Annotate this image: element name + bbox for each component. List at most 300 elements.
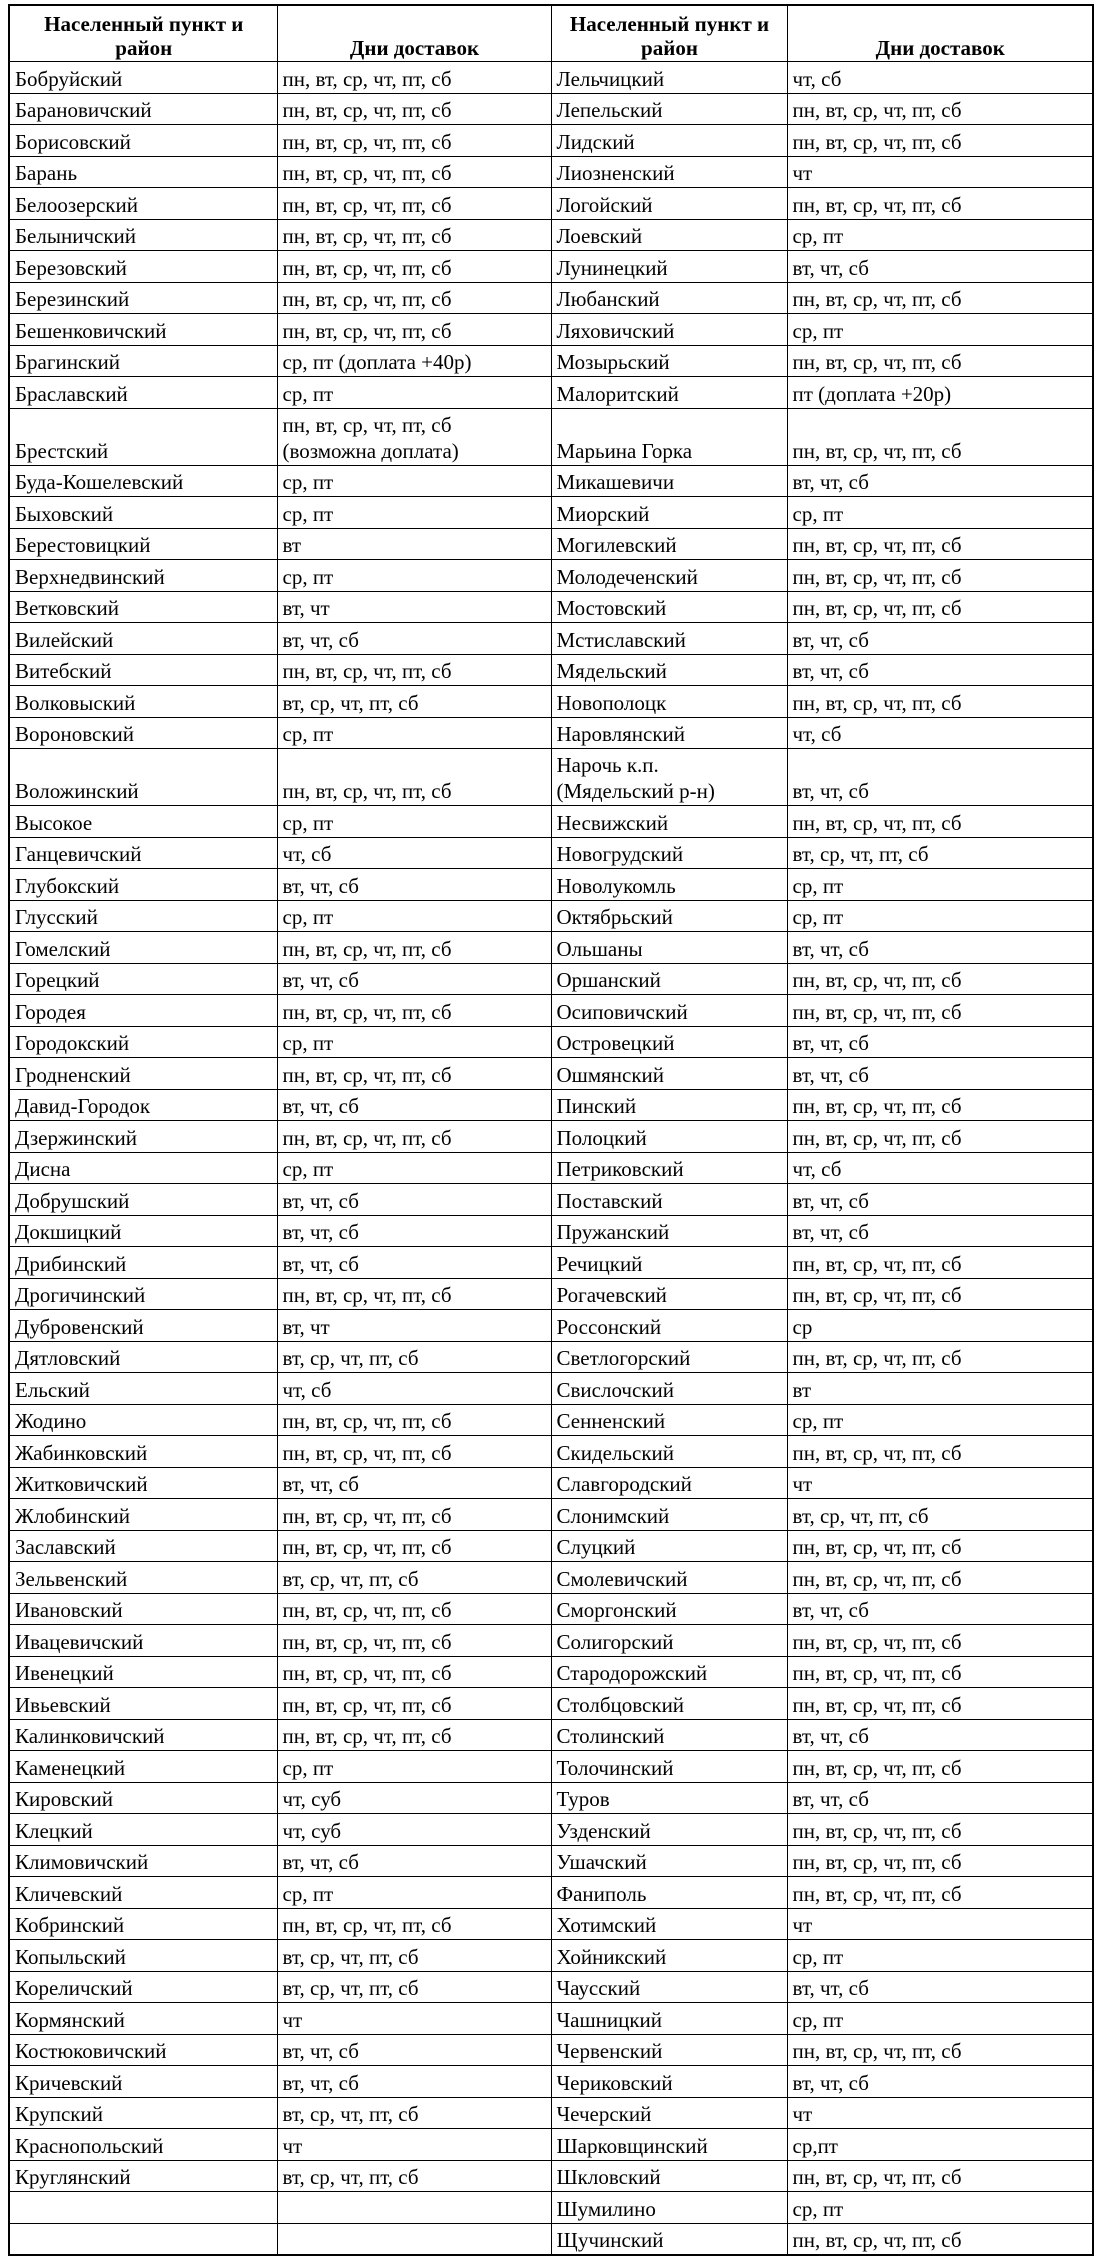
cell-delivery-days-right-text: пн, вт, ср, чт, пт, сб xyxy=(792,596,962,620)
cell-settlement-right-text: Солигорский xyxy=(556,1629,674,1654)
cell-delivery-days-left xyxy=(277,1310,551,1342)
cell-delivery-days-right xyxy=(787,560,1093,592)
cell-settlement-left-text: Бешенковичский xyxy=(15,318,167,343)
cell-delivery-days-right-text: пн, вт, ср, чт, пт, сб xyxy=(792,129,962,154)
cell-delivery-days-right-text: пн, вт, ср, чт, пт, сб xyxy=(792,1346,962,1370)
cell-settlement-left-text: Брестский xyxy=(15,438,109,463)
cell-settlement-right xyxy=(551,1467,787,1499)
cell-settlement-left xyxy=(9,1530,277,1562)
table-row xyxy=(9,1184,1093,1216)
cell-settlement-right xyxy=(551,345,787,377)
cell-delivery-days-right xyxy=(787,1814,1093,1846)
cell-delivery-days-left xyxy=(277,1625,551,1657)
cell-settlement-right xyxy=(551,869,787,901)
cell-delivery-days-left xyxy=(277,1215,551,1247)
cell-settlement-left xyxy=(9,251,277,283)
cell-delivery-days-right-text: вт, чт, сб xyxy=(792,659,869,683)
cell-delivery-days-left-text: пн, вт, ср, чт, пт, сб xyxy=(282,1724,452,1748)
cell-delivery-days-right xyxy=(787,2066,1093,2098)
cell-settlement-right xyxy=(551,1373,787,1405)
cell-settlement-left xyxy=(9,869,277,901)
cell-delivery-days-left-text: ср, пт xyxy=(282,905,334,929)
cell-settlement-right-text: Туров xyxy=(556,1787,610,1811)
cell-delivery-days-right-text: пн, вт, ср, чт, пт, сб xyxy=(792,287,962,311)
cell-settlement-right-text: Ольшаны xyxy=(556,936,643,961)
table-row xyxy=(9,2034,1093,2066)
cell-delivery-days-left xyxy=(277,837,551,869)
cell-delivery-days-right xyxy=(787,1404,1093,1436)
cell-delivery-days-right-text: пн, вт, ср, чт, пт, сб xyxy=(792,2228,962,2252)
cell-settlement-left-text: Каменецкий xyxy=(15,1755,126,1780)
cell-delivery-days-left xyxy=(277,2097,551,2129)
cell-delivery-days-right xyxy=(787,251,1093,283)
cell-delivery-days-right-text: вт, чт, сб xyxy=(792,1787,869,1811)
cell-settlement-right xyxy=(551,1530,787,1562)
cell-settlement-right xyxy=(551,1562,787,1594)
cell-settlement-left xyxy=(9,654,277,686)
cell-settlement-right-text: Новополоцк xyxy=(556,690,667,715)
table-row xyxy=(9,2003,1093,2035)
cell-settlement-left xyxy=(9,1688,277,1720)
cell-delivery-days-left xyxy=(277,125,551,157)
cell-settlement-right-text: Пинский xyxy=(556,1094,637,1118)
cell-settlement-left-text: Жодино xyxy=(15,1409,87,1433)
cell-delivery-days-right xyxy=(787,654,1093,686)
table-row xyxy=(9,806,1093,838)
cell-settlement-right-text: Несвижский xyxy=(556,810,669,835)
table-row xyxy=(9,2192,1093,2224)
cell-settlement-left xyxy=(9,2066,277,2098)
cell-delivery-days-left xyxy=(277,219,551,251)
cell-delivery-days-left xyxy=(277,932,551,964)
cell-delivery-days-left-text: вт, чт, сб xyxy=(282,2070,359,2095)
cell-settlement-right xyxy=(551,1719,787,1751)
cell-delivery-days-left xyxy=(277,1278,551,1310)
cell-delivery-days-left xyxy=(277,2034,551,2066)
cell-delivery-days-right xyxy=(787,2003,1093,2035)
table-row xyxy=(9,125,1093,157)
table-row xyxy=(9,1908,1093,1940)
cell-settlement-right xyxy=(551,623,787,655)
cell-delivery-days-right-text: вт, ср, чт, пт, сб xyxy=(792,1503,929,1528)
cell-settlement-left xyxy=(9,1215,277,1247)
cell-delivery-days-right-text: пн, вт, ср, чт, пт, сб xyxy=(792,438,962,463)
cell-delivery-days-right-text: пн, вт, ср, чт, пт, сб xyxy=(792,2039,962,2063)
cell-delivery-days-right-text: вт, чт, сб xyxy=(792,936,869,961)
cell-settlement-left xyxy=(9,963,277,995)
cell-delivery-days-left xyxy=(277,1656,551,1688)
cell-delivery-days-right xyxy=(787,1058,1093,1090)
cell-delivery-days-left xyxy=(277,1341,551,1373)
cell-delivery-days-right xyxy=(787,932,1093,964)
delivery-table-container xyxy=(8,4,1092,2256)
cell-settlement-left xyxy=(9,900,277,932)
cell-settlement-left-text: Климовичский xyxy=(15,1850,149,1874)
cell-settlement-right xyxy=(551,1971,787,2003)
cell-settlement-left-text: Вилейский xyxy=(15,627,114,652)
cell-delivery-days-left-text: вт xyxy=(282,533,302,557)
cell-delivery-days-left-text: вт, ср, чт, пт, сб xyxy=(282,1346,419,1370)
cell-settlement-left xyxy=(9,806,277,838)
cell-settlement-right-text: Оршанский xyxy=(556,968,661,992)
cell-settlement-right-text: Столинский xyxy=(556,1724,665,1748)
table-row xyxy=(9,900,1093,932)
table-row xyxy=(9,1625,1093,1657)
cell-delivery-days-left-text: пн, вт, ср, чт, пт, сб xyxy=(282,1283,452,1307)
cell-delivery-days-right xyxy=(787,156,1093,188)
table-row xyxy=(9,560,1093,592)
cell-settlement-left xyxy=(9,1058,277,1090)
cell-delivery-days-right-text: вт, чт, сб xyxy=(792,1062,869,1087)
cell-delivery-days-right-text: вт, чт, сб xyxy=(792,255,869,280)
cell-settlement-right xyxy=(551,1625,787,1657)
cell-delivery-days-right xyxy=(787,869,1093,901)
table-row xyxy=(9,1499,1093,1531)
table-row xyxy=(9,156,1093,188)
cell-settlement-right-text: Осиповичский xyxy=(556,999,688,1024)
header-settlement-right-line2: район xyxy=(641,36,698,60)
cell-delivery-days-left-text: пн, вт, ср, чт, пт, сб xyxy=(282,1661,452,1685)
cell-delivery-days-left-text: пн, вт, ср, чт, пт, сб xyxy=(282,287,452,311)
cell-delivery-days-right xyxy=(787,1877,1093,1909)
cell-delivery-days-left xyxy=(277,749,551,806)
cell-settlement-right-text: Малоритский xyxy=(556,381,679,406)
cell-settlement-left xyxy=(9,1562,277,1594)
table-row xyxy=(9,1562,1093,1594)
cell-settlement-left xyxy=(9,1499,277,1531)
cell-settlement-left-text: Гомелский xyxy=(15,936,111,961)
cell-delivery-days-left xyxy=(277,1908,551,1940)
cell-settlement-left-text: Белоозерский xyxy=(15,192,138,217)
table-body xyxy=(9,62,1093,2256)
cell-delivery-days-right xyxy=(787,1026,1093,1058)
cell-settlement-left xyxy=(9,1121,277,1153)
cell-settlement-right xyxy=(551,1908,787,1940)
cell-settlement-left-text: Жлобинский xyxy=(15,1503,130,1528)
cell-settlement-right-text: Марьина Горка xyxy=(556,438,693,463)
cell-settlement-right xyxy=(551,1184,787,1216)
cell-delivery-days-right xyxy=(787,2129,1093,2161)
cell-delivery-days-left xyxy=(277,408,551,465)
cell-delivery-days-right xyxy=(787,1625,1093,1657)
cell-settlement-right-text: Шкловский xyxy=(556,2165,661,2189)
cell-settlement-left xyxy=(9,2192,277,2224)
cell-delivery-days-right-text: пн, вт, ср, чт, пт, сб xyxy=(792,1440,962,1465)
cell-settlement-left xyxy=(9,1341,277,1373)
cell-settlement-left xyxy=(9,62,277,94)
cell-settlement-left xyxy=(9,717,277,749)
table-row xyxy=(9,654,1093,686)
cell-delivery-days-right-text: ср, пт xyxy=(792,1944,844,1969)
cell-delivery-days-right xyxy=(787,1467,1093,1499)
cell-delivery-days-left-text: чт, сб xyxy=(282,842,332,866)
cell-settlement-right xyxy=(551,1247,787,1279)
cell-settlement-left-text: Березовский xyxy=(15,255,127,280)
cell-settlement-left xyxy=(9,2160,277,2192)
cell-delivery-days-right-text: пн, вт, ср, чт, пт, сб xyxy=(792,1535,962,1559)
cell-delivery-days-left xyxy=(277,2129,551,2161)
cell-settlement-left-text: Городея xyxy=(15,999,86,1024)
cell-delivery-days-left-text: пн, вт, ср, чт, пт, сб xyxy=(282,1062,452,1087)
table-row xyxy=(9,963,1093,995)
cell-settlement-left-text: Берестовицкий xyxy=(15,533,151,557)
cell-delivery-days-left xyxy=(277,1499,551,1531)
cell-settlement-left xyxy=(9,1152,277,1184)
cell-settlement-left xyxy=(9,1247,277,1279)
cell-settlement-left xyxy=(9,1404,277,1436)
cell-settlement-left-text: Буда-Кошелевский xyxy=(15,470,184,494)
cell-delivery-days-right-text: пн, вт, ср, чт, пт, сб xyxy=(792,2165,962,2189)
table-row xyxy=(9,1845,1093,1877)
cell-delivery-days-left-text: пн, вт, ср, чт, пт, сб xyxy=(282,1440,452,1465)
cell-delivery-days-left-text: пн, вт, ср, чт, пт, сб xyxy=(282,412,452,437)
cell-settlement-right xyxy=(551,528,787,560)
cell-delivery-days-left xyxy=(277,314,551,346)
cell-settlement-left-text: Борисовский xyxy=(15,129,131,154)
cell-settlement-left-text: Кличевский xyxy=(15,1881,123,1906)
cell-settlement-right-text: Фаниполь xyxy=(556,1881,647,1906)
cell-settlement-right-text: Рогачевский xyxy=(556,1283,667,1307)
cell-settlement-right xyxy=(551,282,787,314)
cell-settlement-left-text: Копыльский xyxy=(15,1944,126,1969)
cell-settlement-left xyxy=(9,219,277,251)
table-row xyxy=(9,2160,1093,2192)
cell-delivery-days-right-text: вт, чт, сб xyxy=(792,1598,869,1622)
cell-settlement-right xyxy=(551,2192,787,2224)
cell-delivery-days-right xyxy=(787,1530,1093,1562)
cell-settlement-right-text: Октябрьский xyxy=(556,905,673,929)
cell-settlement-left-text: Ганцевичский xyxy=(15,842,142,866)
cell-settlement-left xyxy=(9,125,277,157)
cell-delivery-days-left xyxy=(277,1247,551,1279)
cell-settlement-right-text: Россонский xyxy=(556,1314,662,1339)
cell-settlement-right-text: Петриковский xyxy=(556,1157,684,1181)
cell-settlement-right xyxy=(551,188,787,220)
table-row xyxy=(9,2129,1093,2161)
cell-delivery-days-right-text: вт, ср, чт, пт, сб xyxy=(792,842,929,866)
cell-delivery-days-right-text: пн, вт, ср, чт, пт, сб xyxy=(792,968,962,992)
cell-delivery-days-left-text: пн, вт, ср, чт, пт, сб xyxy=(282,1629,452,1654)
cell-delivery-days-left-text: пн, вт, ср, чт, пт, сб xyxy=(282,129,452,154)
cell-delivery-days-right xyxy=(787,1656,1093,1688)
cell-delivery-days-right xyxy=(787,623,1093,655)
header-row xyxy=(9,5,1093,62)
cell-settlement-left xyxy=(9,1625,277,1657)
cell-settlement-left xyxy=(9,2003,277,2035)
cell-settlement-right xyxy=(551,2066,787,2098)
cell-settlement-right-text: Пружанский xyxy=(556,1220,670,1244)
cell-settlement-right-text: Ляховичский xyxy=(556,318,675,343)
cell-delivery-days-left-text: ср, пт xyxy=(282,501,334,526)
table-row xyxy=(9,408,1093,465)
cell-delivery-days-right-text: пн, вт, ср, чт, пт, сб xyxy=(792,999,962,1024)
table-row xyxy=(9,1877,1093,1909)
cell-delivery-days-left xyxy=(277,900,551,932)
cell-settlement-right-text: Мостовский xyxy=(556,596,667,620)
cell-delivery-days-right-text: пн, вт, ср, чт, пт, сб xyxy=(792,1818,962,1843)
cell-delivery-days-right xyxy=(787,749,1093,806)
cell-delivery-days-right xyxy=(787,686,1093,718)
cell-settlement-right xyxy=(551,995,787,1027)
cell-settlement-left xyxy=(9,1814,277,1846)
cell-settlement-left xyxy=(9,560,277,592)
cell-delivery-days-left-text: пн, вт, ср, чт, пт, сб xyxy=(282,1409,452,1433)
cell-delivery-days-left xyxy=(277,1436,551,1468)
table-row xyxy=(9,1247,1093,1279)
cell-settlement-right-text: Хотимский xyxy=(556,1913,657,1937)
cell-delivery-days-left-text: пн, вт, ср, чт, пт, сб xyxy=(282,1125,452,1150)
cell-settlement-left-text: Дисна xyxy=(15,1157,71,1181)
cell-settlement-right xyxy=(551,1058,787,1090)
cell-settlement-left xyxy=(9,1373,277,1405)
cell-settlement-right-text: Лепельский xyxy=(556,98,663,122)
cell-settlement-left xyxy=(9,686,277,718)
cell-delivery-days-right xyxy=(787,125,1093,157)
cell-settlement-right-text: Лоевский xyxy=(556,224,643,248)
cell-delivery-days-left-text: пн, вт, ср, чт, пт, сб xyxy=(282,1913,452,1937)
cell-delivery-days-right-text: пн, вт, ср, чт, пт, сб xyxy=(792,1566,962,1591)
cell-delivery-days-left-text: пн, вт, ср, чт, пт, сб xyxy=(282,1503,452,1528)
cell-settlement-left xyxy=(9,314,277,346)
cell-settlement-left-text: Ивенецкий xyxy=(15,1661,114,1685)
cell-settlement-left xyxy=(9,1751,277,1783)
cell-settlement-left xyxy=(9,837,277,869)
cell-settlement-right xyxy=(551,2223,787,2255)
cell-delivery-days-right-text: вт, чт, сб xyxy=(792,1220,869,1244)
cell-settlement-left xyxy=(9,1593,277,1625)
cell-delivery-days-right xyxy=(787,2223,1093,2255)
cell-settlement-right-text: Ошмянский xyxy=(556,1062,665,1087)
cell-delivery-days-left xyxy=(277,995,551,1027)
table-header xyxy=(9,5,1093,62)
cell-delivery-days-left-text: вт, ср, чт, пт, сб xyxy=(282,2102,419,2126)
cell-delivery-days-left xyxy=(277,686,551,718)
cell-delivery-days-left xyxy=(277,1593,551,1625)
cell-settlement-left-text: Кореличский xyxy=(15,1976,133,2000)
cell-settlement-right xyxy=(551,560,787,592)
cell-settlement-right-text: Молодеченский xyxy=(556,564,698,589)
cell-settlement-right-text: Стародорожский xyxy=(556,1661,708,1685)
cell-delivery-days-right-text: пн, вт, ср, чт, пт, сб xyxy=(792,564,962,589)
cell-delivery-days-right-text: чт xyxy=(792,1913,813,1937)
cell-delivery-days-left xyxy=(277,93,551,125)
cell-settlement-right-text: Столбцовский xyxy=(556,1692,685,1717)
cell-delivery-days-left-text: пн, вт, ср, чт, пт, сб xyxy=(282,999,452,1024)
cell-delivery-days-right xyxy=(787,1184,1093,1216)
cell-settlement-right xyxy=(551,654,787,686)
cell-settlement-left-text: Дятловский xyxy=(15,1346,121,1370)
cell-delivery-days-left-text: ср, пт xyxy=(282,1157,334,1181)
cell-settlement-right xyxy=(551,1341,787,1373)
cell-delivery-days-left-text: ср, пт xyxy=(282,470,334,494)
cell-settlement-left-text: Браславский xyxy=(15,381,128,406)
cell-delivery-days-right xyxy=(787,1782,1093,1814)
cell-delivery-days-right xyxy=(787,2192,1093,2224)
cell-settlement-left xyxy=(9,2034,277,2066)
cell-delivery-days-right xyxy=(787,377,1093,409)
cell-settlement-left xyxy=(9,1467,277,1499)
table-row xyxy=(9,62,1093,94)
cell-delivery-days-right-text: ср, пт xyxy=(792,873,844,898)
cell-delivery-days-right xyxy=(787,1971,1093,2003)
cell-settlement-right xyxy=(551,465,787,497)
cell-delivery-days-right xyxy=(787,806,1093,838)
cell-settlement-left-text: Костюковичский xyxy=(15,2039,167,2063)
cell-delivery-days-left-text: вт, чт, сб xyxy=(282,1188,359,1213)
cell-delivery-days-right-text: пн, вт, ср, чт, пт, сб xyxy=(792,1125,962,1150)
cell-settlement-left-text: Клецкий xyxy=(15,1818,93,1843)
cell-delivery-days-right xyxy=(787,93,1093,125)
cell-settlement-left-text: Крупский xyxy=(15,2102,103,2126)
cell-settlement-left xyxy=(9,591,277,623)
table-row xyxy=(9,1751,1093,1783)
cell-settlement-right-text: Мядельский xyxy=(556,659,667,683)
cell-settlement-left-text: Дрибинский xyxy=(15,1251,127,1276)
cell-delivery-days-left xyxy=(277,345,551,377)
cell-settlement-left xyxy=(9,1310,277,1342)
table-row xyxy=(9,1404,1093,1436)
cell-delivery-days-right-text: ср, пт xyxy=(792,318,844,343)
cell-settlement-left-text: Заславский xyxy=(15,1535,116,1559)
cell-delivery-days-right xyxy=(787,1719,1093,1751)
cell-delivery-days-right-text: пн, вт, ср, чт, пт, сб xyxy=(792,1251,962,1276)
cell-settlement-left xyxy=(9,282,277,314)
cell-settlement-left xyxy=(9,1908,277,1940)
header-settlement-left-line2: район xyxy=(115,36,173,60)
cell-delivery-days-left xyxy=(277,1971,551,2003)
cell-settlement-right xyxy=(551,1215,787,1247)
cell-settlement-right xyxy=(551,749,787,806)
table-row xyxy=(9,591,1093,623)
cell-delivery-days-right xyxy=(787,1908,1093,1940)
table-row xyxy=(9,749,1093,806)
table-row xyxy=(9,219,1093,251)
cell-delivery-days-right xyxy=(787,1436,1093,1468)
cell-delivery-days-right xyxy=(787,591,1093,623)
cell-settlement-right-text: Червенский xyxy=(556,2039,663,2063)
cell-settlement-left-text: Зельвенский xyxy=(15,1566,128,1591)
cell-settlement-left xyxy=(9,156,277,188)
cell-delivery-days-right-text: чт, сб xyxy=(792,722,842,746)
cell-settlement-left-text: Житковичский xyxy=(15,1472,148,1496)
cell-delivery-days-left-text: вт, ср, чт, пт, сб xyxy=(282,1566,419,1591)
cell-settlement-left-text: Дубровенский xyxy=(15,1314,144,1339)
cell-settlement-left xyxy=(9,1940,277,1972)
cell-settlement-right-text: Шарковщинский xyxy=(556,2133,708,2158)
cell-settlement-left xyxy=(9,749,277,806)
cell-delivery-days-left xyxy=(277,1404,551,1436)
table-row xyxy=(9,377,1093,409)
cell-settlement-left-text: Гродненский xyxy=(15,1062,131,1087)
cell-settlement-left-text: Воложинский xyxy=(15,779,139,803)
cell-delivery-days-left-text: пн, вт, ср, чт, пт, сб xyxy=(282,936,452,961)
cell-delivery-days-left xyxy=(277,560,551,592)
table-row xyxy=(9,1152,1093,1184)
cell-delivery-days-left-text: пн, вт, ср, чт, пт, сб xyxy=(282,779,452,803)
cell-delivery-days-right xyxy=(787,188,1093,220)
cell-delivery-days-right xyxy=(787,219,1093,251)
cell-settlement-right xyxy=(551,1152,787,1184)
cell-delivery-days-right-text: пт (доплата +20р) xyxy=(792,381,952,406)
cell-settlement-right xyxy=(551,1026,787,1058)
cell-settlement-left xyxy=(9,1782,277,1814)
cell-delivery-days-left xyxy=(277,1688,551,1720)
cell-settlement-left-text: Быховский xyxy=(15,501,114,526)
cell-settlement-right xyxy=(551,251,787,283)
cell-delivery-days-left-text: чт, суб xyxy=(282,1818,342,1843)
cell-settlement-right xyxy=(551,1593,787,1625)
cell-settlement-right-text: Скидельский xyxy=(556,1440,675,1465)
